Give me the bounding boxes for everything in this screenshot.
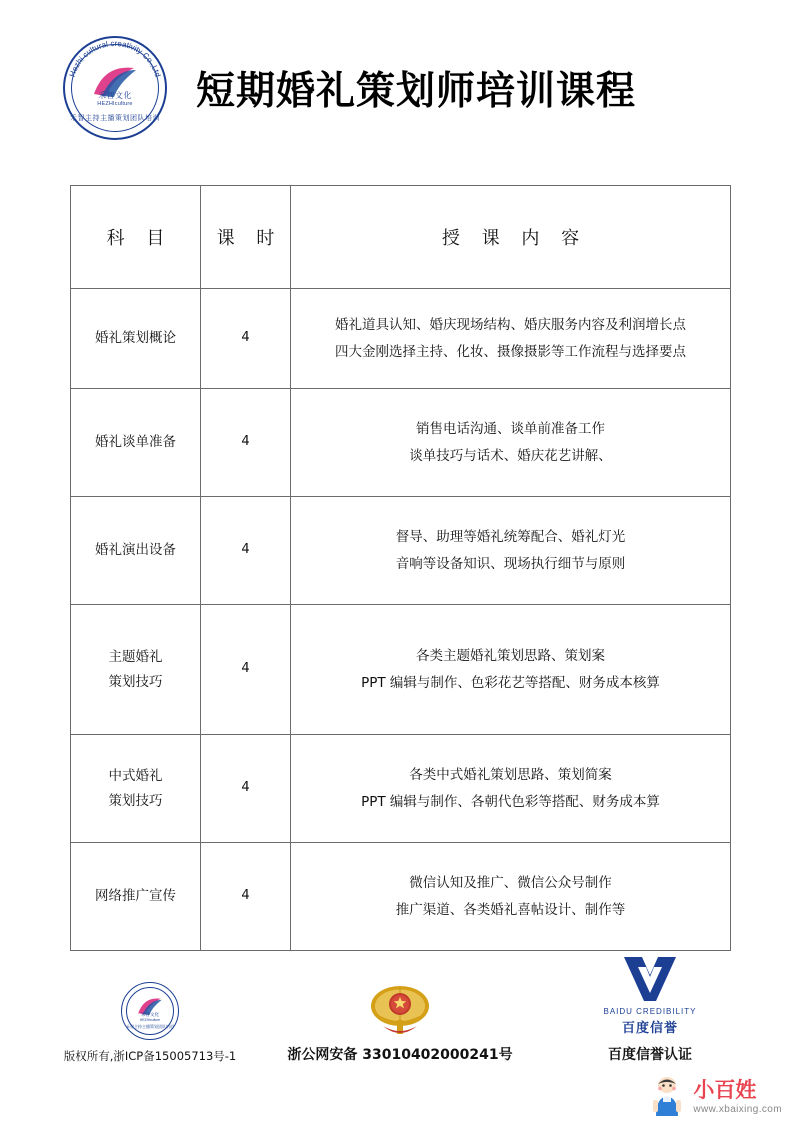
footer-item-icp xyxy=(25,978,275,1064)
subject-line: 中式婚礼 xyxy=(108,768,163,785)
table-row xyxy=(71,289,731,389)
baidu-credibility-cn: 百度信誉 xyxy=(621,1021,678,1036)
cell-subject xyxy=(71,289,201,389)
content-line: 音响等设备知识、现场执行细节与原则 xyxy=(395,555,626,572)
content-line: 谈单技巧与话术、婚庆花艺讲解、 xyxy=(409,447,612,464)
table-row xyxy=(71,843,731,951)
watermark-title: 小百姓 xyxy=(693,1077,757,1102)
content-line: 婚礼道具认知、婚庆现场结构、婚庆服务内容及利润增长点 xyxy=(335,316,686,333)
mini-logo-cn-name: 禾智文化 xyxy=(140,1012,160,1017)
cell-content xyxy=(291,735,731,843)
course-table-wrap xyxy=(70,185,730,951)
hezhi-mini-logo-icon xyxy=(121,982,179,1040)
subject-line: 婚礼演出设备 xyxy=(95,542,176,559)
table-row xyxy=(71,605,731,735)
cell-hours: 4 xyxy=(201,289,291,389)
table-row xyxy=(71,735,731,843)
content-line: 各类主题婚礼策划思路、策划案 xyxy=(416,647,605,664)
footer-badges-row xyxy=(0,974,800,1064)
table-header xyxy=(71,186,731,289)
page-title: 短期婚礼策划师培训课程 xyxy=(196,69,637,114)
document-footer xyxy=(0,974,800,1064)
cell-hours: 4 xyxy=(201,497,291,605)
cell-content xyxy=(291,289,731,389)
cell-hours: 4 xyxy=(201,843,291,951)
cell-content xyxy=(291,497,731,605)
cell-content xyxy=(291,389,731,497)
footer-badge-hezhi xyxy=(25,978,275,1040)
cell-content xyxy=(291,843,731,951)
content-line: 销售电话沟通、谈单前准备工作 xyxy=(416,420,605,437)
cell-hours: 4 xyxy=(201,605,291,735)
content-line: PPT 编辑与制作、色彩花艺等搭配、财务成本核算 xyxy=(361,674,660,691)
content-line: PPT 编辑与制作、各朝代色彩等搭配、财务成本算 xyxy=(361,793,660,810)
subject-line: 主题婚礼 xyxy=(108,649,163,666)
company-logo xyxy=(60,33,170,143)
content-line: 推广渠道、各类婚礼喜帖设计、制作等 xyxy=(395,901,626,918)
logo-cn-slogan: 禾智主持主播策划团队培训 xyxy=(70,115,160,122)
subject-line: 策划技巧 xyxy=(108,673,163,690)
table-row xyxy=(71,389,731,497)
cell-subject xyxy=(71,389,201,497)
column-header-subject: 科 目 xyxy=(71,186,201,289)
watermark-mascot-icon xyxy=(647,1076,687,1118)
table-body xyxy=(71,289,731,951)
subject-line: 网络推广宣传 xyxy=(95,888,176,905)
baidu-v-icon xyxy=(618,953,682,1005)
document-header xyxy=(0,0,800,120)
content-line: 各类中式婚礼策划思路、策划简案 xyxy=(409,766,612,783)
footer-badge-police xyxy=(275,974,525,1036)
watermark-url: www.xbaixing.com xyxy=(693,1103,782,1115)
cell-subject xyxy=(71,605,201,735)
content-line: 四大金刚选择主持、化妆、摄像摄影等工作流程与选择要点 xyxy=(335,343,686,360)
footer-item-baidu[interactable] xyxy=(525,974,775,1064)
column-header-content: 授 课 内 容 xyxy=(291,186,731,289)
cell-hours: 4 xyxy=(201,735,291,843)
cell-hours: 4 xyxy=(201,389,291,497)
baidu-credibility-en: BAIDU CREDIBILITY xyxy=(603,1007,697,1016)
baidu-certification-text: 百度信誉认证 xyxy=(608,1047,692,1063)
course-schedule-table xyxy=(70,185,731,951)
subject-line: 策划技巧 xyxy=(108,792,163,809)
content-line: 督导、助理等婚礼统筹配合、婚礼灯光 xyxy=(395,528,626,545)
logo-arc-text: Hezhi cultural creativity Co.,Ltd xyxy=(67,38,163,79)
cell-subject xyxy=(71,497,201,605)
table-row xyxy=(71,497,731,605)
icp-license-text: 版权所有,浙ICP备15005713号-1 xyxy=(63,1049,237,1063)
table-header-row xyxy=(71,186,731,289)
cell-subject xyxy=(71,843,201,951)
mini-logo-en-name: HEZHIculture xyxy=(139,1018,161,1022)
cell-subject xyxy=(71,735,201,843)
column-header-hours: 课 时 xyxy=(201,186,291,289)
logo-en-name: HEZHIculture xyxy=(97,101,133,107)
content-line: 微信认知及推广、微信公众号制作 xyxy=(409,874,612,891)
subject-line: 婚礼谈单准备 xyxy=(95,434,176,451)
cell-content xyxy=(291,605,731,735)
police-emblem-icon xyxy=(369,980,431,1036)
footer-item-police[interactable] xyxy=(275,974,525,1064)
logo-cn-name: 禾智文化 xyxy=(98,91,132,100)
police-filing-text: 浙公网安备 33010402000241号 xyxy=(287,1047,513,1063)
site-watermark xyxy=(647,1076,782,1118)
footer-badge-baidu xyxy=(525,974,775,1036)
mini-logo-cn-slogan: 禾智主持主播策划团队培训 xyxy=(126,1024,174,1029)
subject-line: 婚礼策划概论 xyxy=(95,330,176,347)
